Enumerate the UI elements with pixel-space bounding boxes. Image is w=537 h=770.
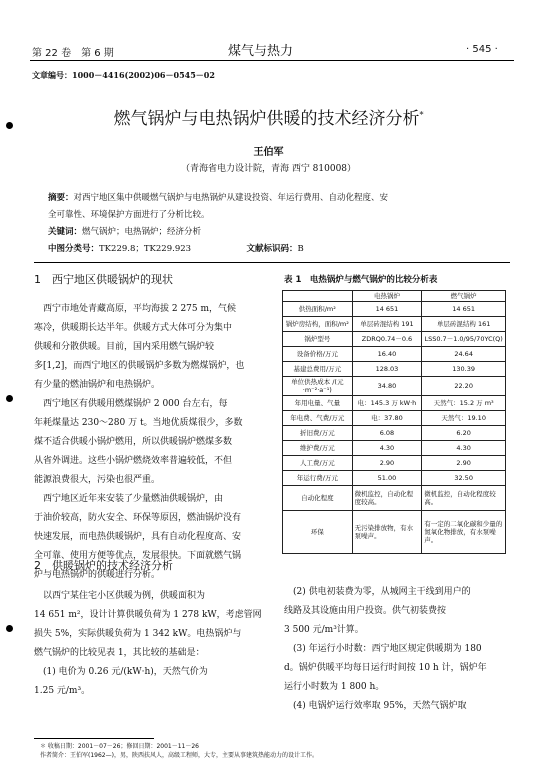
author: 王伯军 (253, 147, 284, 158)
text-line: 多[1,2]，而西宁地区的供暖锅炉多数为燃煤锅炉，也 (34, 361, 245, 371)
title-footnote-mark: * (419, 110, 424, 120)
table-cell: 电：37.80 (352, 411, 422, 426)
text-line: 西宁地区有供暖用燃煤锅炉 2 000 台左右，每 (34, 399, 228, 409)
abstract-line: 对西宁地区集中供暖燃气锅炉与电热锅炉从建设投资、年运行费用、自动化程度、安 (73, 193, 389, 203)
table1-caption: 表 1 电热锅炉与燃气锅炉的比较分析表 (284, 275, 438, 285)
table-cell: 人工费/万元 (283, 456, 353, 471)
section2-body (34, 587, 264, 701)
section2-heading: 2 供暖锅炉的技术经济分析 (34, 559, 173, 572)
table-row (283, 332, 506, 347)
table-cell: 6.20 (422, 426, 506, 441)
text-line: (3) 年运行小时数：西宁地区规定供暖期为 180 (284, 644, 482, 654)
text-line: 有少量的燃油锅炉和电热锅炉。 (34, 380, 161, 390)
abstract-rule (34, 262, 510, 263)
table-row (283, 362, 506, 377)
table-header-row (283, 291, 506, 302)
table-row (283, 456, 506, 471)
keywords-text: 燃气锅炉；电热锅炉；经济分析 (82, 227, 202, 237)
text-line: (1) 电价为 0.26 元/(kW·h)，天然气价为 (34, 667, 208, 677)
table-cell: 无污染排放物，有水泵噪声。 (352, 511, 422, 554)
table-cell: 折旧费/万元 (283, 426, 353, 441)
table-row (283, 426, 506, 441)
clc-label: 中图分类号： (48, 244, 100, 254)
issue-info: 第 22 卷 第 6 期 (32, 48, 114, 59)
doc-code-label: 文献标识码： (246, 244, 298, 254)
text-line: 全可靠、使用方便等优点，发展很快。下面就燃气锅 (34, 551, 242, 561)
affiliation: （青海省电力设计院，青海 西宁 810008） (180, 164, 357, 174)
table-cell: 微机监控，自动化程度较高。 (422, 486, 506, 511)
text-line: 能源浪费很大，污染也很严重。 (34, 475, 161, 485)
doc-code-text: B (297, 244, 304, 254)
table-cell: 电：145.3 万 kW·h (352, 396, 422, 411)
table-cell: 年运行费/万元 (283, 471, 353, 486)
table-cell: LSS0.7－1.0/95/70YC(Q) (422, 332, 506, 347)
table-cell: 32.50 (422, 471, 506, 486)
table-row (283, 317, 506, 332)
text-line: 以西宁某住宅小区供暖为例，供暖面积为 (34, 591, 206, 601)
keywords-label: 关键词： (48, 227, 83, 237)
table-header-cell: 燃气锅炉 (422, 291, 506, 302)
table-cell: 2.90 (422, 456, 506, 471)
table-cell: 6.08 (352, 426, 422, 441)
table-cell: 年用电量、气量 (283, 396, 353, 411)
table-cell: 单层砖混结构 161 (422, 317, 506, 332)
text-line: 炉与电热锅炉的供暖进行分析。 (34, 570, 161, 580)
text-line: 损失 5%，实际供暖负荷为 1 342 kW。电热锅炉与 (34, 629, 242, 639)
text-line: 快速发展，而电热供暖锅炉，具有自动化程度高、安 (34, 532, 242, 542)
table-row (283, 377, 506, 396)
table-cell: 维护费/万元 (283, 441, 353, 456)
table-cell: 22.20 (422, 377, 506, 396)
text-line: (4) 电锅炉运行效率取 95%，天然气锅炉取 (284, 701, 467, 711)
table-cell: 14 651 (352, 302, 422, 317)
binding-hole (6, 395, 13, 402)
text-line: d。锅炉供暖平均每日运行时间按 10 h 计，锅炉年 (284, 663, 487, 673)
text-line: (2) 供电初装费为零，从城网主干线到用户的 (284, 587, 471, 597)
table-row (283, 471, 506, 486)
footnote-rule (34, 738, 154, 739)
text-line: 3 500 元/m³计算。 (284, 625, 364, 635)
table-cell: 4.30 (352, 441, 422, 456)
text-line: 14 651 m²，设计计算供暖负荷为 1 278 kW，考虑管网 (34, 610, 262, 620)
text-line: 西宁市地处青藏高原，平均海拔 2 275 m，气候 (34, 304, 237, 314)
text-line: 供暖和分散供暖。目前，国内采用燃气锅炉较 (34, 342, 215, 352)
table-cell: 单位供热成本 /(元·m⁻²·a⁻¹) (283, 377, 353, 396)
section1-heading: 1 西宁地区供暖锅炉的现状 (34, 273, 173, 286)
table-row (283, 511, 506, 554)
table-cell: 24.64 (422, 347, 506, 362)
table-cell: 4.30 (422, 441, 506, 456)
table-cell: 有一定的二氧化碳和少量的氮氧化物排放，有水泵噪声。 (422, 511, 506, 554)
table-cell: 130.39 (422, 362, 506, 377)
text-line: 1.25 元/m³。 (34, 686, 91, 696)
table-row (283, 441, 506, 456)
footnote-received: ＊ 收稿日期：2001－07－26；修回日期：2001－11－26 (40, 743, 199, 750)
table-cell: 14 651 (422, 302, 506, 317)
table-cell: 天然气：15.2 万 m³ (422, 396, 506, 411)
text-line: 年耗煤量达 230～280 万 t。当地优质煤很少，多数 (34, 418, 243, 428)
table-cell: 单层砖混结构 191 (352, 317, 422, 332)
table-header-cell (283, 291, 353, 302)
table-cell: 2.90 (352, 456, 422, 471)
section1-body (34, 300, 264, 585)
table-cell: ZDRQ0.74－0.6 (352, 332, 422, 347)
journal-name: 煤气与热力 (228, 44, 294, 59)
table-header-cell: 电热锅炉 (352, 291, 422, 302)
binding-hole (6, 122, 13, 129)
title-text: 燃气锅炉与电热锅炉供暖的技术经济分析 (113, 109, 420, 129)
header-rule (30, 60, 514, 61)
text-line: 运行小时数为 1 800 h。 (284, 682, 385, 692)
page-number: · 545 · (466, 44, 498, 55)
table-row (283, 347, 506, 362)
text-line: 煤不适合供暖小锅炉燃用，所以供暖锅炉燃煤多数 (34, 437, 233, 447)
table-row (283, 396, 506, 411)
abstract (48, 190, 498, 258)
footnote (40, 742, 520, 760)
table-cell: 34.80 (352, 377, 422, 396)
text-line: 西宁地区近年来安装了少量燃油供暖锅炉，由 (34, 494, 224, 504)
table-cell: 天然气：19.10 (422, 411, 506, 426)
text-line: 于油价较高，防火安全、环保等原因，燃油锅炉没有 (34, 513, 242, 523)
paper-title (0, 104, 537, 129)
clc-text: TK229.8；TK229.923 (99, 244, 192, 254)
table-row (283, 411, 506, 426)
table-cell: 设备价格/万元 (283, 347, 353, 362)
table1 (282, 290, 506, 554)
abstract-label: 摘要： (48, 193, 74, 203)
text-line: 寒冷，供暖期长达半年。供暖方式大体可分为集中 (34, 323, 233, 333)
footnote-author: 作者简介：王伯军(1962—)，男，陕西扶风人，高级工程师，大专，主要从事建筑热能动力的设计工作。 (40, 752, 318, 759)
table-cell: 128.03 (352, 362, 422, 377)
right-column-body (284, 583, 512, 716)
table-cell: 锅炉型号 (283, 332, 353, 347)
table-cell: 年电费、气费/万元 (283, 411, 353, 426)
article-number: 文章编号：1000－4416(2002)06－0545－02 (32, 70, 215, 80)
text-line: 燃气锅炉的比较见表 1，其比较的基础是： (34, 648, 205, 658)
table-cell: 供热面积/m² (283, 302, 353, 317)
binding-hole (6, 625, 13, 632)
table-row (283, 302, 506, 317)
table-cell: 51.00 (352, 471, 422, 486)
table-cell: 自动化程度 (283, 486, 353, 511)
table-row (283, 486, 506, 511)
text-line: 线路及其设施由用户投资。供气初装费按 (284, 606, 447, 616)
table-cell: 基建总费用/万元 (283, 362, 353, 377)
text-line: 从省外调进。这些小锅炉燃烧效率普遍较低，不但 (34, 456, 233, 466)
table-cell: 环保 (283, 511, 353, 554)
abstract-line: 全可靠性、环境保护方面进行了分析比较。 (48, 210, 210, 220)
table-cell: 16.40 (352, 347, 422, 362)
table-cell: 锅炉房结构，面积/m² (283, 317, 353, 332)
table-cell: 微机监控，自动化程度较高。 (352, 486, 422, 511)
